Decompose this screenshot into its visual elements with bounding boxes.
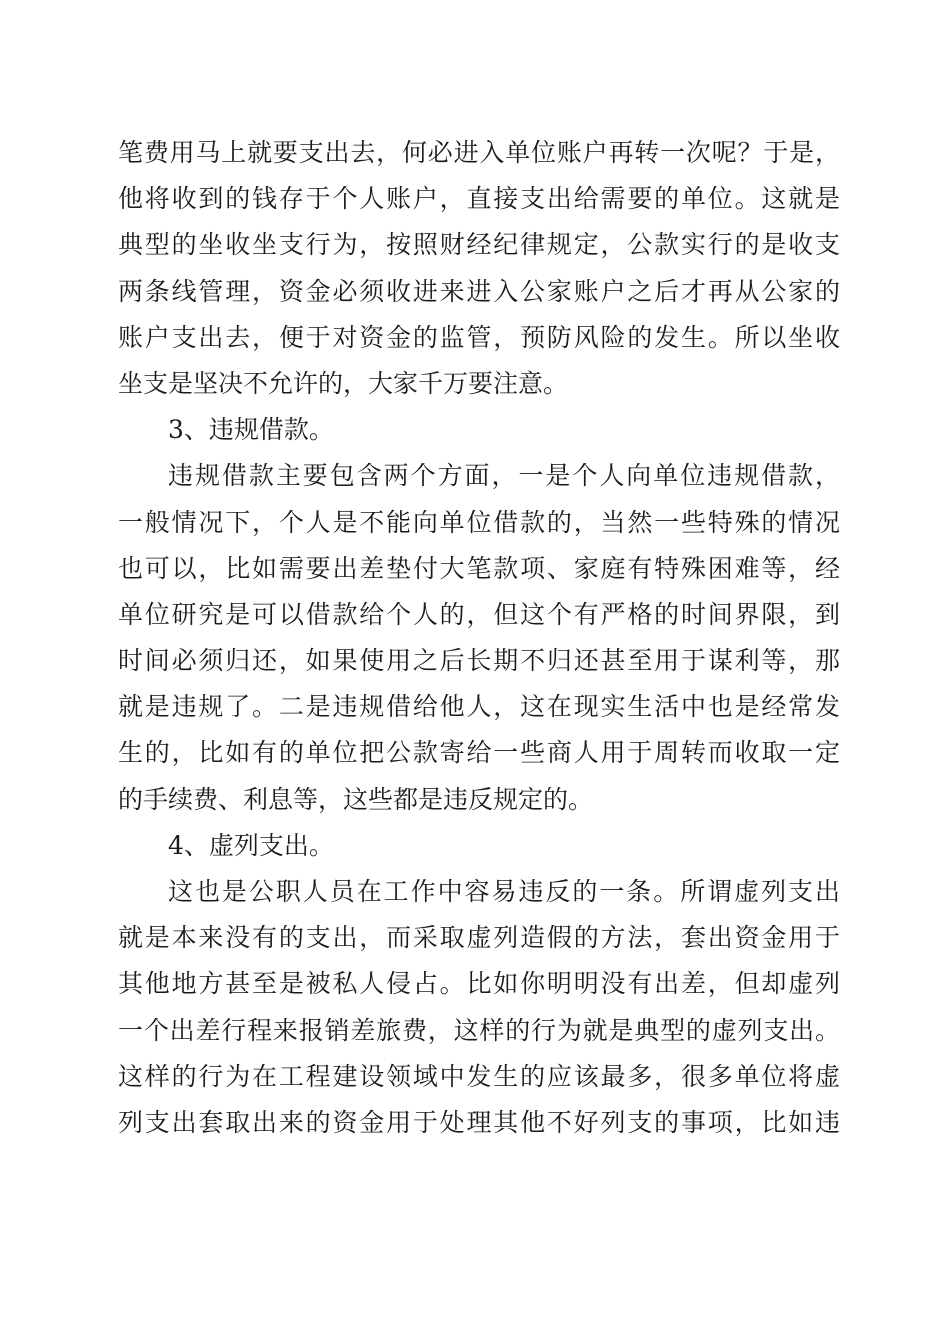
section-heading-3: 3、违规借款。 — [168, 415, 334, 445]
text-line: 他将收到的钱存于个人账户，直接支出给需要的单位。这就是 — [118, 184, 840, 214]
text-line: 列支出套取出来的资金用于处理其他不好列支的事项，比如违 — [118, 1107, 840, 1137]
text-line: 这样的行为在工程建设领域中发生的应该最多，很多单位将虚 — [118, 1061, 840, 1091]
text-line: 的手续费、利息等，这些都是违反规定的。 — [118, 784, 594, 814]
text-line: 其他地方甚至是被私人侵占。比如你明明没有出差，但却虚列 — [118, 969, 840, 999]
text-line: 时间必须归还，如果使用之后长期不归还甚至用于谋利等，那 — [118, 646, 840, 676]
text-line: 一个出差行程来报销差旅费，这样的行为就是典型的虚列支出。 — [118, 1015, 840, 1045]
text-line: 笔费用马上就要支出去，何必进入单位账户再转一次呢？于是， — [118, 138, 840, 167]
text-line: 典型的坐收坐支行为，按照财经纪律规定，公款实行的是收支 — [118, 230, 840, 260]
text-line: 就是违规了。二是违规借给他人，这在现实生活中也是经常发 — [118, 692, 840, 722]
text-line: 账户支出去，便于对资金的监管，预防风险的发生。所以坐收 — [118, 322, 840, 352]
text-line: 这也是公职人员在工作中容易违反的一条。所谓虚列支出 — [168, 877, 840, 906]
text-line: 违规借款主要包含两个方面，一是个人向单位违规借款， — [168, 461, 840, 491]
text-line: 就是本来没有的支出，而采取虚列造假的方法，套出资金用于 — [118, 923, 840, 953]
text-line: 两条线管理，资金必须收进来进入公家账户之后才再从公家的 — [118, 276, 840, 306]
text-line: 生的，比如有的单位把公款寄给一些商人用于周转而收取一定 — [118, 738, 840, 768]
body-text — [118, 130, 840, 1146]
text-line: 也可以，比如需要出差垫付大笔款项、家庭有特殊困难等，经 — [118, 553, 840, 583]
text-line: 一般情况下，个人是不能向单位借款的，当然一些特殊的情况 — [118, 507, 840, 537]
text-line: 单位研究是可以借款给个人的，但这个有严格的时间界限，到 — [118, 599, 840, 629]
section-heading-4: 4、虚列支出。 — [168, 830, 334, 860]
text-line: 坐支是坚决不允许的，大家千万要注意。 — [118, 368, 569, 398]
